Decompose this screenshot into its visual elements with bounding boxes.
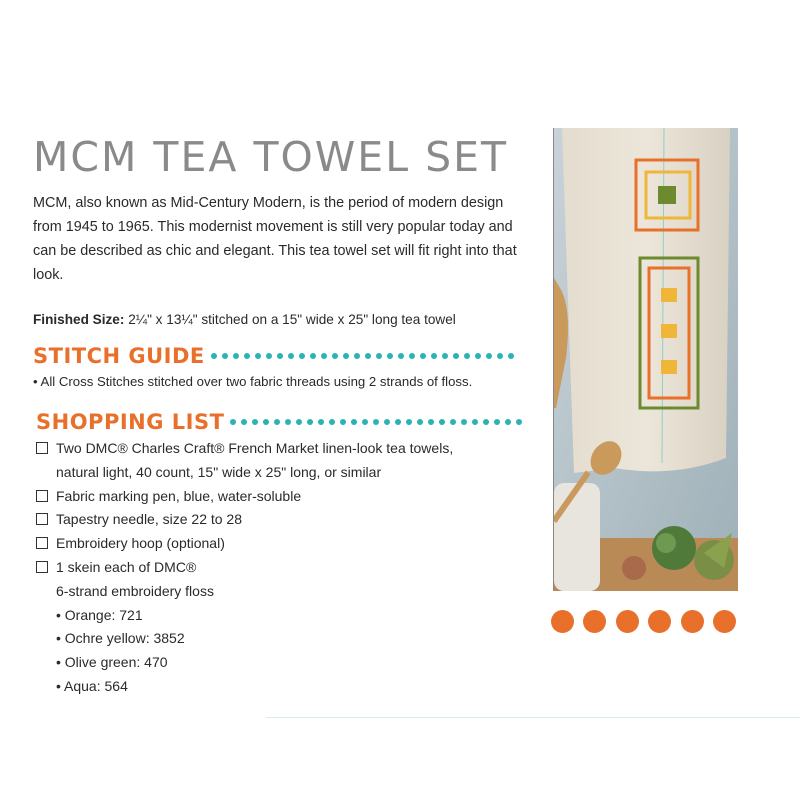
- checkbox-icon: [36, 561, 48, 573]
- list-item: [36, 508, 516, 532]
- list-item: [36, 556, 516, 699]
- checkbox-icon: [36, 442, 48, 454]
- tea-towel-photo: [553, 128, 738, 591]
- tea-towel-illustration: [554, 128, 738, 591]
- bottom-rule: [266, 717, 800, 718]
- floss-item: • Orange: 721: [56, 606, 143, 623]
- list-item: [36, 485, 516, 509]
- orange-dot: [681, 610, 704, 633]
- finished-size: [33, 310, 533, 330]
- stitch-guide-heading: STITCH GUIDE: [33, 344, 205, 368]
- list-item-line: Fabric marking pen, blue, water-soluble: [56, 487, 302, 504]
- list-item-line: Embroidery hoop (optional): [56, 535, 225, 552]
- floss-item: • Ochre yellow: 3852: [56, 630, 185, 647]
- orange-dot: [583, 610, 606, 633]
- stitch-guide-header: [33, 342, 519, 370]
- checkbox-icon: [36, 537, 48, 549]
- list-item-line: Tapestry needle, size 22 to 28: [56, 511, 243, 528]
- list-item-line: Two DMC® Charles Craft® French Market linen-look tea towels,: [56, 440, 454, 456]
- orange-dot: [616, 610, 639, 633]
- checkbox-icon: [36, 513, 48, 525]
- floss-color-list: [56, 604, 516, 699]
- list-item: [36, 532, 516, 556]
- shopping-list-heading: SHOPPING LIST: [36, 410, 225, 434]
- floss-item: • Olive green: 470: [56, 654, 168, 671]
- page-title: MCM TEA TOWEL SET: [33, 133, 509, 181]
- shopping-list: [36, 437, 516, 699]
- list-item-line: 6-strand embroidery floss: [56, 582, 214, 599]
- checkbox-icon: [36, 490, 48, 502]
- shopping-list-dotted-rule: [230, 419, 527, 425]
- orange-dot: [648, 610, 671, 633]
- list-item: [36, 437, 516, 485]
- stitch-guide-dotted-rule: [211, 353, 519, 359]
- intro-paragraph: MCM, also known as Mid-Century Modern, is the period of modern design from 1945 to 1965. This modernist movement is still very popular today and can be described as chic and elegant. This tea towel set will fit right into that look.: [33, 195, 517, 283]
- finished-size-value: 2¼" x 13¼" stitched on a 15" wide x 25" long tea towel: [128, 312, 456, 327]
- shopping-list-header: [36, 408, 527, 436]
- orange-dot-row: [551, 610, 745, 633]
- list-item-line: natural light, 40 count, 15" wide x 25" long, or similar: [56, 463, 382, 480]
- finished-size-label: Finished Size:: [33, 312, 125, 327]
- orange-dot: [551, 610, 574, 633]
- stitch-guide-text: • All Cross Stitches stitched over two fabric threads using 2 strands of floss.: [33, 374, 473, 389]
- floss-item: • Aqua: 564: [56, 677, 128, 694]
- orange-dot: [713, 610, 736, 633]
- list-item-line: 1 skein each of DMC®: [56, 558, 197, 575]
